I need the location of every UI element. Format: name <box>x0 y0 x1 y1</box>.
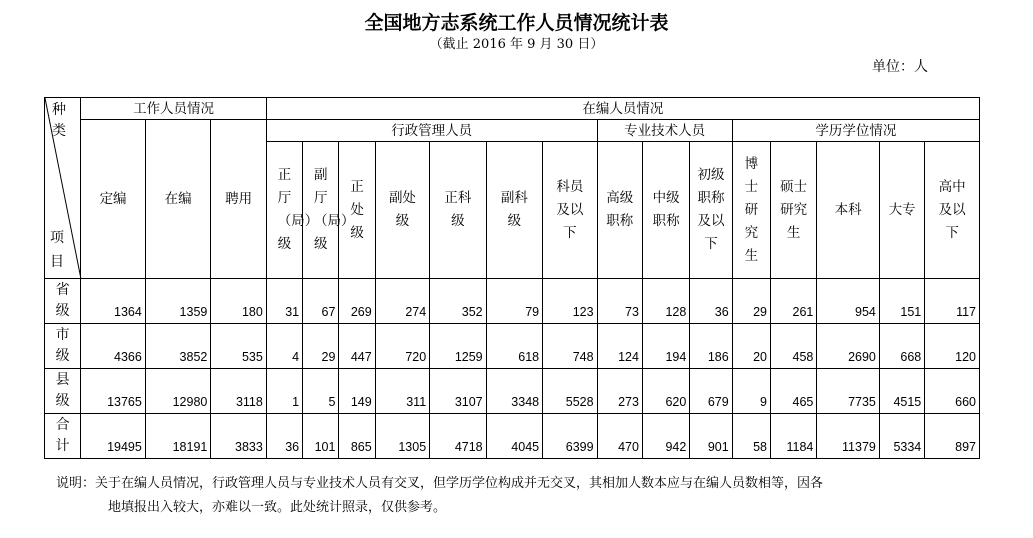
table-cell: 3107 <box>430 369 486 414</box>
col-header: 高中及以下 <box>938 178 966 241</box>
corner-label-item: 项目 <box>50 230 64 270</box>
table-cell: 4045 <box>486 414 542 459</box>
table-cell: 73 <box>597 279 642 324</box>
row-label: 市级 <box>55 327 70 364</box>
table-cell: 748 <box>543 324 597 369</box>
table-cell: 194 <box>642 324 689 369</box>
col-header: 正科级 <box>444 190 472 229</box>
footnote-line-2: 地填报出入较大，亦难以一致。此处统计照录，仅供参考。 <box>108 500 447 515</box>
table-cell: 79 <box>486 279 542 324</box>
table-cell: 3348 <box>486 369 542 414</box>
col-header: 高级职称 <box>606 190 634 229</box>
statistics-table <box>44 97 980 459</box>
col-header: 中级职称 <box>652 190 680 229</box>
table-cell: 660 <box>925 369 980 414</box>
table-cell: 58 <box>732 414 770 459</box>
table-cell: 120 <box>925 324 980 369</box>
table-cell: 620 <box>642 369 689 414</box>
table-cell: 273 <box>597 369 642 414</box>
table-cell: 447 <box>339 324 375 369</box>
table-cell: 12980 <box>145 369 211 414</box>
unit-label: 单位：人 <box>872 59 928 75</box>
table-cell: 124 <box>597 324 642 369</box>
table-cell: 311 <box>375 369 429 414</box>
table-cell: 4 <box>266 324 302 369</box>
col-header: 聘用 <box>211 120 266 279</box>
table-cell: 1184 <box>770 414 816 459</box>
table-cell: 465 <box>770 369 816 414</box>
table-cell: 535 <box>211 324 266 369</box>
table-cell: 180 <box>211 279 266 324</box>
col-header: 副处级 <box>388 190 416 229</box>
table-cell: 4718 <box>430 414 486 459</box>
table-cell: 5 <box>303 369 339 414</box>
sub-header-admin: 行政管理人员 <box>266 120 597 142</box>
table-cell: 1364 <box>81 279 146 324</box>
table-cell: 6399 <box>543 414 597 459</box>
col-header: 副厅（局）级 <box>314 167 355 252</box>
table-cell: 4366 <box>81 324 146 369</box>
col-header: 定编 <box>81 120 146 279</box>
col-header: 博士研究生 <box>744 155 759 264</box>
table-cell: 618 <box>486 324 542 369</box>
table-cell: 20 <box>732 324 770 369</box>
table-cell: 151 <box>879 279 924 324</box>
col-header: 在编 <box>145 120 211 279</box>
table-cell: 186 <box>690 324 732 369</box>
row-label: 县级 <box>55 372 70 409</box>
table-row <box>45 369 980 414</box>
corner-header <box>45 98 81 279</box>
table-cell: 901 <box>690 414 732 459</box>
table-cell: 29 <box>732 279 770 324</box>
table-cell: 3852 <box>145 324 211 369</box>
table-cell: 942 <box>642 414 689 459</box>
table-cell: 19495 <box>81 414 146 459</box>
table-cell: 4515 <box>879 369 924 414</box>
table-cell: 9 <box>732 369 770 414</box>
table-cell: 1305 <box>375 414 429 459</box>
table-cell: 352 <box>430 279 486 324</box>
table-cell: 1359 <box>145 279 211 324</box>
col-header: 正厅（局）级 <box>277 167 319 252</box>
table-cell: 36 <box>690 279 732 324</box>
table-cell: 720 <box>375 324 429 369</box>
table-cell: 458 <box>770 324 816 369</box>
table-row <box>45 279 980 324</box>
footnote-line-1: 说明：关于在编人员情况，行政管理人员与专业技术人员有交叉，但学历学位构成并无交叉，其相加人数本应与在编人员数相等，因各 <box>56 476 824 491</box>
table-cell: 149 <box>339 369 375 414</box>
footnote <box>56 472 976 520</box>
table-cell: 865 <box>339 414 375 459</box>
row-header <box>45 414 81 459</box>
table-cell: 36 <box>266 414 302 459</box>
table-row <box>45 324 980 369</box>
table-cell: 101 <box>303 414 339 459</box>
group-header-work: 工作人员情况 <box>81 98 267 120</box>
table-cell: 128 <box>642 279 689 324</box>
table-cell: 5334 <box>879 414 924 459</box>
table-cell: 954 <box>817 279 880 324</box>
table-cell: 274 <box>375 279 429 324</box>
table-cell: 470 <box>597 414 642 459</box>
table-cell: 897 <box>925 414 980 459</box>
table-cell: 11379 <box>817 414 880 459</box>
table-cell: 7735 <box>817 369 880 414</box>
table-cell: 3833 <box>211 414 266 459</box>
table-cell: 123 <box>543 279 597 324</box>
col-header: 硕士研究生 <box>780 178 808 241</box>
col-header: 初级职称及以下 <box>697 167 725 252</box>
table-cell: 3118 <box>211 369 266 414</box>
row-header <box>45 279 81 324</box>
sub-header-edu: 学历学位情况 <box>732 120 979 142</box>
row-label: 合计 <box>55 417 70 454</box>
col-header: 本科 <box>817 142 880 279</box>
date-subtitle: （截止 2016 年 9 月 30 日） <box>429 37 604 52</box>
group-header-staffed: 在编人员情况 <box>266 98 979 120</box>
table-cell: 67 <box>303 279 339 324</box>
table-cell: 5528 <box>543 369 597 414</box>
table-cell: 29 <box>303 324 339 369</box>
row-header <box>45 324 81 369</box>
table-cell: 261 <box>770 279 816 324</box>
col-header: 科员及以下 <box>556 178 584 241</box>
corner-label-category: 种类 <box>52 102 66 139</box>
table-row <box>45 414 980 459</box>
table-cell: 269 <box>339 279 375 324</box>
table-cell: 1259 <box>430 324 486 369</box>
table-cell: 31 <box>266 279 302 324</box>
page-title: 全国地方志系统工作人员情况统计表 <box>364 12 669 34</box>
sub-header-tech: 专业技术人员 <box>597 120 732 142</box>
row-header <box>45 369 81 414</box>
col-header: 副科级 <box>500 190 528 229</box>
row-label: 省级 <box>55 282 70 319</box>
table-cell: 117 <box>925 279 980 324</box>
table-cell: 18191 <box>145 414 211 459</box>
table-cell: 2690 <box>817 324 880 369</box>
table-cell: 1 <box>266 369 302 414</box>
col-header: 大专 <box>879 142 924 279</box>
table-cell: 679 <box>690 369 732 414</box>
table-cell: 13765 <box>81 369 146 414</box>
col-header: 正处级 <box>350 178 364 241</box>
table-cell: 668 <box>879 324 924 369</box>
